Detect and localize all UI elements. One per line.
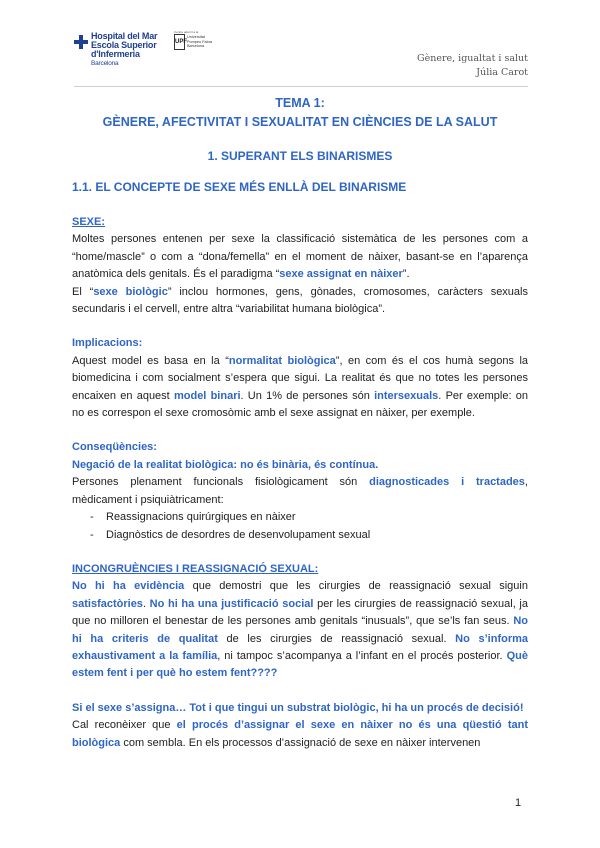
upf-line-2: Pompeu Fabra — [187, 39, 213, 44]
document-title-line-2: GÈNERE, AFECTIVITAT I SEXUALITAT EN CIÈNCIES DE LA SALUT — [102, 115, 498, 129]
implicacions-label: Implicacions: — [72, 337, 143, 350]
final-paragraph: Cal reconèixer que el procés d’assignar el sexe en nàixer no és una qüestió tant biològica com sembla. En els processos d’assignació de sexe en nàixer intervenen — [72, 719, 528, 749]
final-key-statement: Si el sexe s’assigna… Tot i que tingui un substrat biològic, hi ha un procés de decisió! — [72, 701, 524, 714]
sexe-paragraph-2: El “sexe biològic” inclou hormones, gens, gònades, cromosomes, caràcters sexuals secundaris i el cervell, entre altra “variabilitat humana biològica”. — [72, 285, 528, 316]
header-subject: Gènere, igualtat i salut — [417, 53, 528, 64]
logo-line-1: Hospital del Mar — [91, 31, 158, 41]
cross-icon — [74, 35, 88, 49]
header-author: Júlia Carot — [476, 67, 528, 78]
upf-line-3: Barcelona — [187, 44, 205, 49]
incongruencies-paragraph: No hi ha evidència que demostri que les cirurgies de reassignació sexual siguin satisfactòries. No hi ha una justificació social per les cirurgies de reassignació sexual, ja que no milloren el benestar de les persones amb genitals “inusuals”, que se’ls fan seus. No hi ha criteris de qualitat de les cirurgies de reassignació sexual. No s’informa exhaustivament a la família, ni tampoc s’acompanya a l’infant en el procés posterior. Què estem fent i per què ho estem fent???? — [72, 580, 528, 680]
logo-line-3: d'Infermeria — [91, 49, 140, 59]
upf-mark-icon: UPF — [174, 34, 185, 50]
hospital-del-mar-logo — [74, 32, 157, 68]
logo-line-2: Escola Superior — [91, 40, 157, 50]
page-number: 1 — [515, 797, 522, 809]
list-item: - Reassignacions quirúrgiques en nàixer — [90, 509, 528, 526]
document-body — [72, 94, 528, 752]
consequencies-key-statement: Negació de la realitat biològica: no és binària, és contínua. — [72, 458, 379, 471]
header-meta — [417, 52, 528, 80]
consequencies-label: Conseqüències: — [72, 441, 157, 454]
sexe-paragraph-1: Moltes persones entenen per sexe la classificació sistemàtica de les persones com a “home/mascle” o com a “dona/femella” en el moment de nàixer, basant-se en l’aparença anatòmica dels genitals. És el paradigma “sexe assignat en nàixer”. — [72, 233, 528, 281]
page-header — [74, 32, 528, 82]
incongruencies-label: INCONGRUÈNCIES I REASSIGNACIÓ SEXUAL: — [72, 562, 319, 575]
logo-line-4: Barcelona — [91, 60, 119, 67]
header-divider — [74, 86, 528, 87]
upf-logo-caption: Centre adscrit a la — [174, 30, 199, 34]
document-title-line-1: TEMA 1: — [275, 96, 325, 110]
sexe-label: SEXE: — [72, 216, 106, 228]
subsection-heading: 1.1. EL CONCEPTE DE SEXE MÉS ENLLÀ DEL BINARISME — [72, 180, 407, 194]
upf-line-1: Universitat — [187, 35, 205, 40]
upf-logo — [174, 30, 213, 50]
section-heading: 1. SUPERANT ELS BINARISMES — [207, 149, 393, 163]
consequencies-list — [72, 509, 528, 544]
list-item: - Diagnòstics de desordres de desenvolupament sexual — [90, 527, 528, 544]
implicacions-paragraph: Aquest model es basa en la “normalitat biològica”, en com és el cos humà segons la biomedicina i com socialment s’espera que sigui. La realitat és que no totes les persones encaixen en aquest model binari. Un 1% de persones són intersexuals. Per exemple: on no es correspon el sexe cromosòmic amb el sexe assignat en nàixer, per exemple. — [72, 354, 529, 420]
consequencies-paragraph: Persones plenament funcionals fisiològicament són diagnosticades i tractades, mèdicament i psiquiàtricament: — [72, 476, 528, 506]
